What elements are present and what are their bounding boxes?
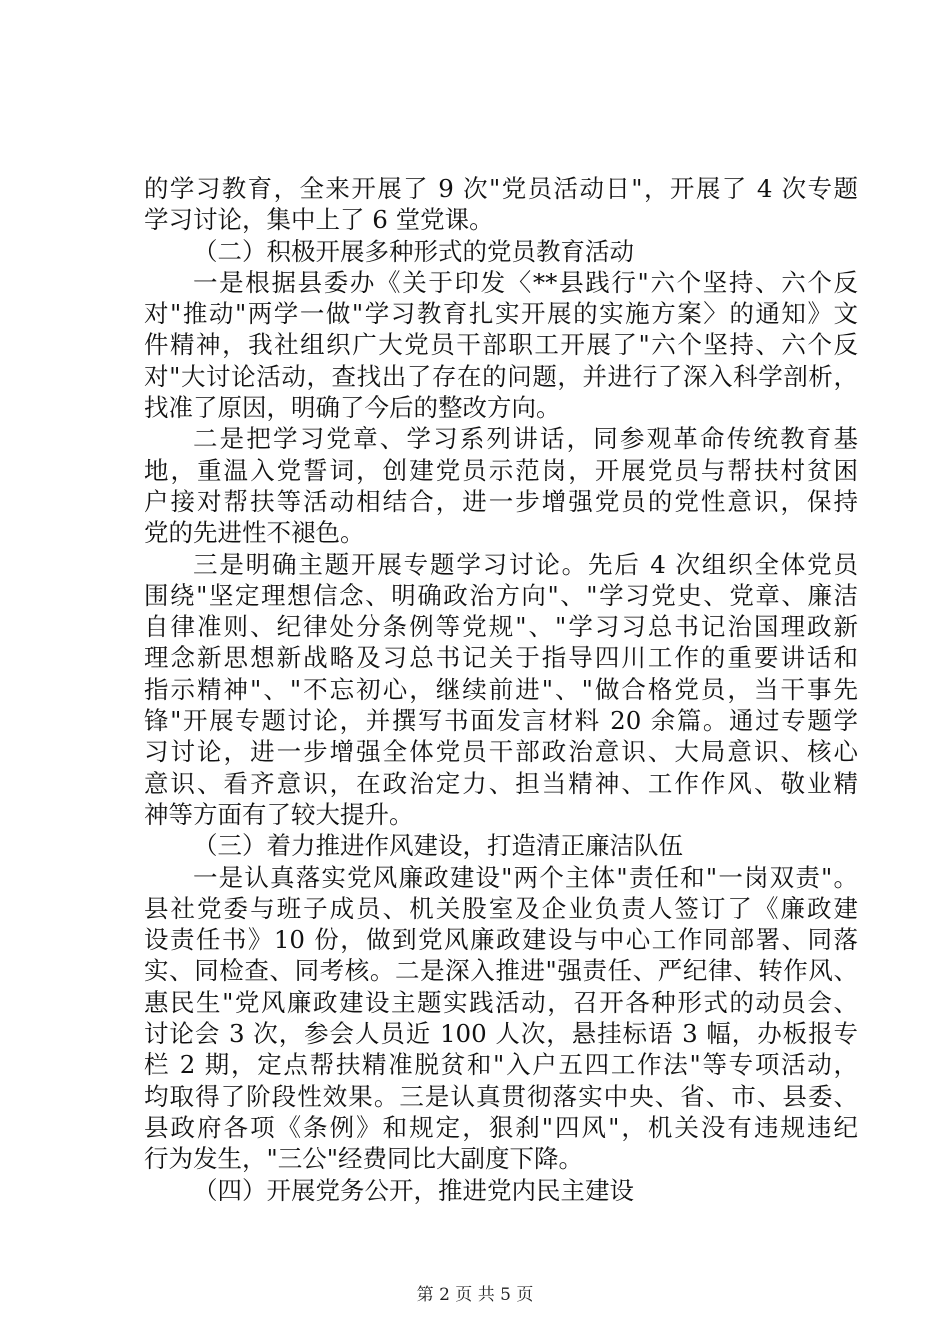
section-heading: （二）积极开展多种形式的党员教育活动: [193, 236, 634, 266]
text-line: 党的先进性不褪色。: [144, 518, 365, 548]
text-line: 的学习教育，全来开展了 9 次"党员活动日"，开展了 4 次专题: [144, 174, 858, 203]
text-line: 神等方面有了较大提升。: [144, 799, 414, 829]
section-heading: （四）开展党务公开，推进党内民主建设: [193, 1175, 634, 1205]
text-line: 设责任书》10 份，做到党风廉政建设与中心工作同部署、同落: [144, 925, 858, 955]
text-line: 意识、看齐意识，在政治定力、担当精神、工作作风、敬业精: [144, 768, 858, 798]
text-line: 理念新思想新战略及习总书记关于指导四川工作的重要讲话和: [144, 643, 858, 673]
text-line: 县政府各项《条例》和规定，狠刹"四风"，机关没有违规违纪: [144, 1112, 858, 1142]
text-line: 户接对帮扶等活动相结合，进一步增强党员的党性意识，保持: [144, 486, 858, 516]
text-line: 县社党委与班子成员、机关股室及企业负责人签订了《廉政建: [144, 893, 858, 923]
text-line: 实、同检查、同考核。二是深入推进"强责任、严纪律、转作风、: [144, 956, 858, 986]
document-body: [144, 173, 858, 1206]
text-line: 找准了原因，明确了今后的整改方向。: [144, 393, 561, 423]
text-line: 件精神，我社组织广大党员干部职工开展了"六个坚持、六个反: [144, 330, 858, 360]
text-line: 对"推动"两学一做"学习教育扎实开展的实施方案〉的通知》文: [144, 299, 858, 329]
section-heading: （三）着力推进作风建设，打造清正廉洁队伍: [193, 831, 683, 861]
text-line: 均取得了阶段性效果。三是认真贯彻落实中央、省、市、县委、: [144, 1081, 858, 1111]
text-line: 锋"开展专题讨论，并撰写书面发言材料 20 余篇。通过专题学: [144, 706, 858, 736]
text-line: 行为发生，"三公"经费同比大副度下降。: [144, 1144, 584, 1174]
text-line: 围绕"坚定理想信念、明确政治方向"、"学习党史、党章、廉洁: [144, 580, 858, 610]
text-line: 自律准则、纪律处分条例等党规"、"学习习总书记治国理政新: [144, 612, 858, 642]
text-line: 惠民生"党风廉政建设主题实践活动，召开各种形式的动员会、: [144, 987, 858, 1017]
text-line: 指示精神"、"不忘初心，继续前进"、"做合格党员，当干事先: [144, 674, 858, 704]
text-line: 栏 2 期，定点帮扶精准脱贫和"入户五四工作法"等专项活动，: [144, 1050, 858, 1080]
text-line: 三是明确主题开展专题学习讨论。先后 4 次组织全体党员: [193, 549, 858, 579]
text-line: 习讨论，进一步增强全体党员干部政治意识、大局意识、核心: [144, 737, 858, 767]
text-line: 对"大讨论活动，查找出了存在的问题，并进行了深入科学剖析，: [144, 361, 858, 391]
text-line: 讨论会 3 次，参会人员近 100 人次，悬挂标语 3 幅，办板报专: [144, 1019, 858, 1049]
page-footer: [0, 1284, 950, 1306]
page-number-label: 第 2 页 共 5 页: [416, 1285, 534, 1305]
text-line: 二是把学习党章、学习系列讲话，同参观革命传统教育基: [193, 424, 858, 454]
text-line: 学习讨论，集中上了 6 堂党课。: [144, 205, 494, 235]
text-line: 一是根据县委办《关于印发〈**县践行"六个坚持、六个反: [193, 267, 858, 297]
text-line: 地，重温入党誓词，创建党员示范岗，开展党员与帮扶村贫困: [144, 455, 858, 485]
text-line: 一是认真落实党风廉政建设"两个主体"责任和"一岗双责"。: [193, 862, 858, 892]
